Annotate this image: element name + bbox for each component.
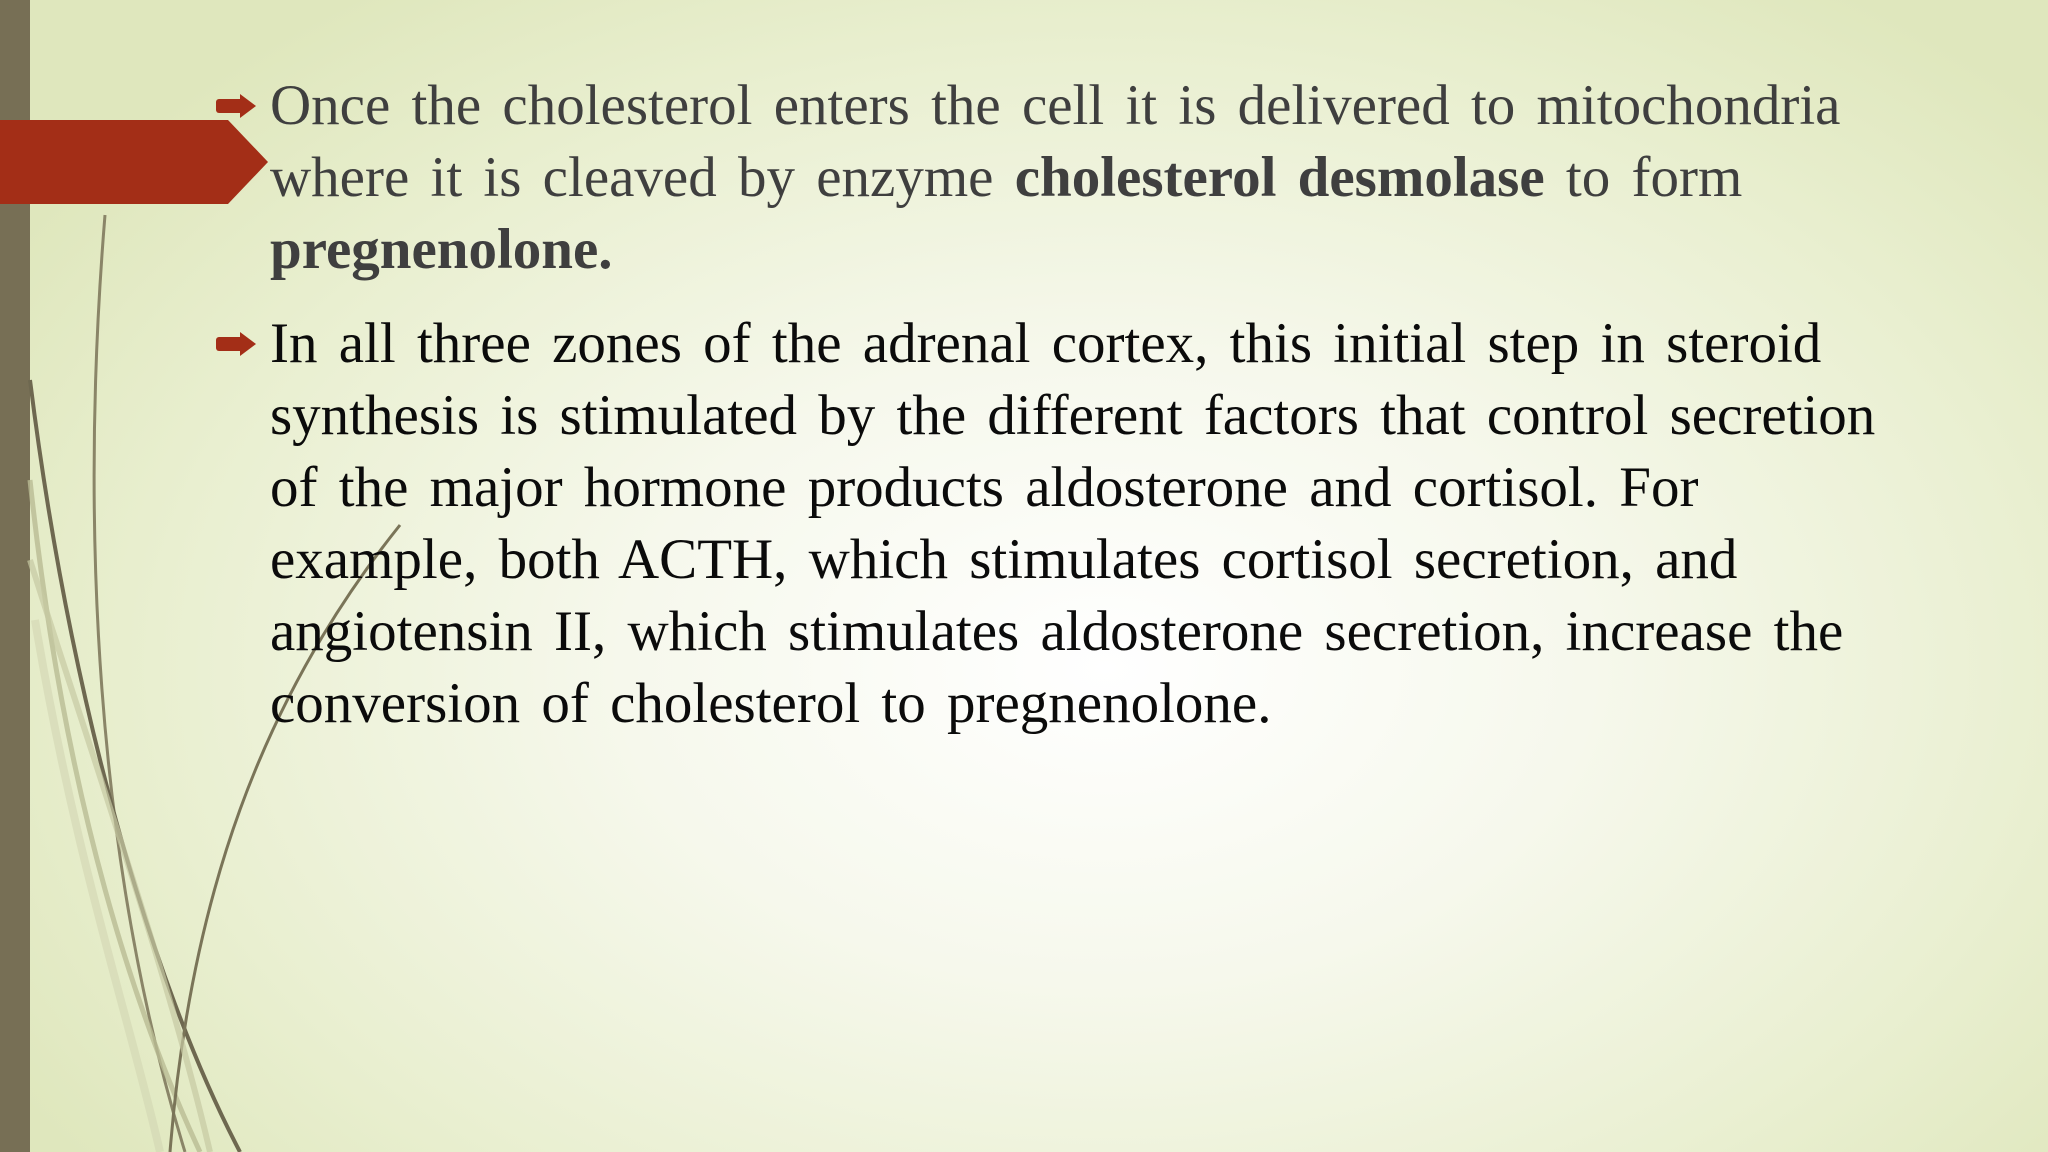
arrow-bullet-icon <box>214 332 258 356</box>
arrow-bullet-icon <box>214 94 258 118</box>
bullet-1-text-2: to form <box>1544 146 1743 209</box>
red-banner-arrow <box>0 118 270 206</box>
slide-content <box>270 70 1890 762</box>
bullet-1-text-1: Once the cholesterol enters the cell it is delivered to mitochondria where it is cleaved by enzyme <box>270 74 1841 209</box>
bullet-2-text: In all three zones of the adrenal cortex, this initial step in steroid synthesis is stimulated by the different factors that control secretion of the major hormone products aldosterone and cortisol. For example, both ACTH, which stimulates cortisol secretion, and angiotensin II, which stimulates aldosterone secretion, increase the conversion of cholesterol to pregnenolone. <box>270 312 1876 735</box>
bullet-1-term-desmolase: cholesterol desmolase <box>1014 146 1545 209</box>
bullet-point-1 <box>270 70 1890 286</box>
bullet-1-term-pregnenolone: pregnenolone. <box>270 218 613 281</box>
bullet-point-2 <box>270 308 1890 740</box>
